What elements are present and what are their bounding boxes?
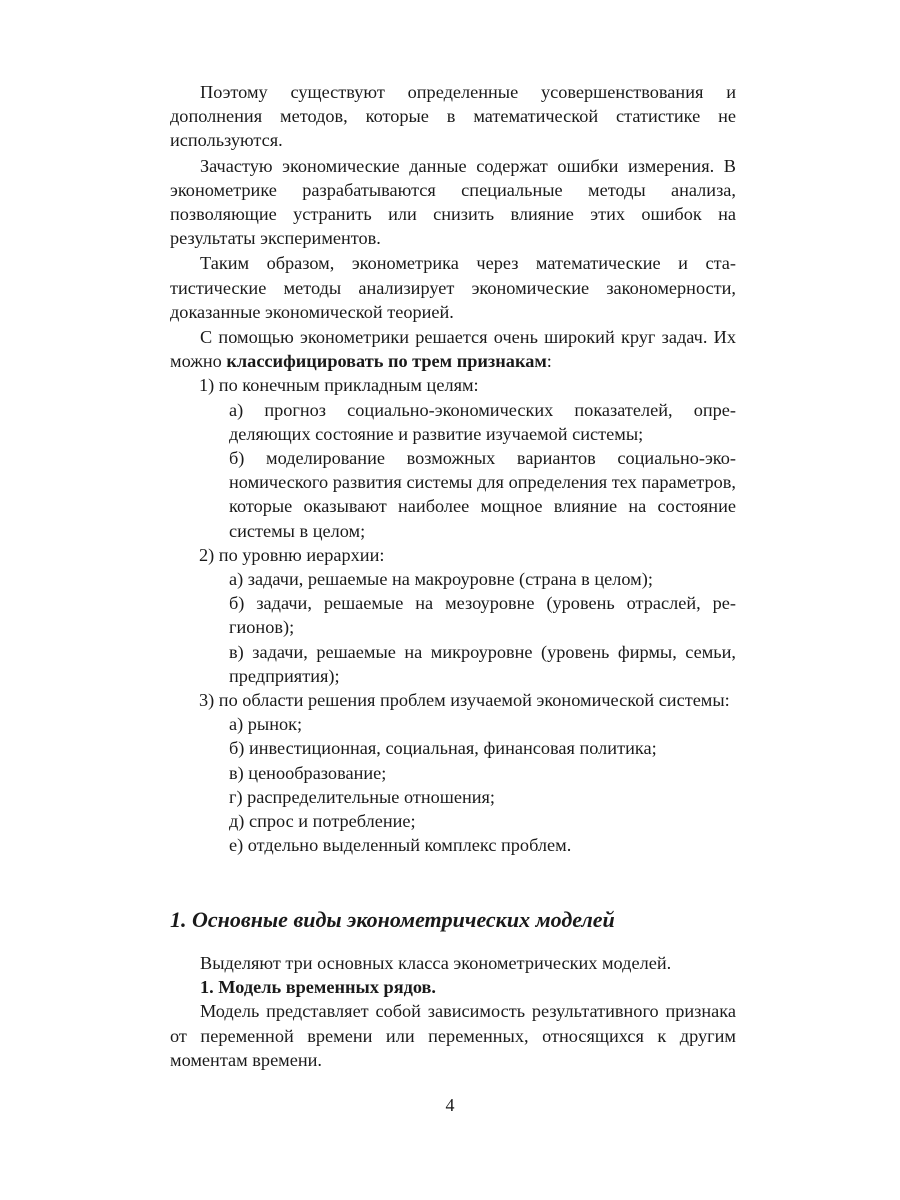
classification-paragraph bbox=[170, 325, 736, 373]
list-item: г) распределительные отношения; bbox=[229, 786, 496, 807]
classification-tail: : bbox=[546, 351, 552, 372]
paragraph: Таким образом, эконометрика через математические и статистические методы анализирует экономические закономерности, доказанные экономической теорией. bbox=[170, 253, 736, 322]
list-item: а) задачи, решаемые на макроуровне (страна в целом); bbox=[229, 569, 653, 590]
page-number: 4 bbox=[445, 1095, 455, 1115]
section-subheading-text: 1. Модель временных рядов. bbox=[200, 977, 436, 998]
list-item: в) ценообразование; bbox=[229, 762, 387, 783]
list-item: б) инвестиционная, социальная, финансовая политика; bbox=[229, 738, 657, 759]
classification-emphasis: классифицировать по трем признакам bbox=[226, 351, 547, 372]
list-item: е) отдельно выделенный комплекс проблем. bbox=[229, 835, 572, 856]
list-item: а) рынок; bbox=[229, 714, 303, 735]
list-item: б) моделирование возможных вариантов социально-экономического развития системы для определения тех параметров, которые оказывают наиболее мощное влияние на состояние системы в целом; bbox=[229, 448, 736, 541]
list-group-label: 3) по области решения проблем изучаемой экономической системы: bbox=[199, 690, 730, 711]
list-group-label: 2) по уровню иерархии: bbox=[199, 544, 385, 565]
section-heading: 1. Основные виды эконометрических моделей bbox=[170, 907, 615, 932]
classification-intro: С помощью эконометрики решается очень широкий круг задач. Их можно bbox=[170, 327, 736, 372]
section-paragraph: Модель представляет собой зависимость результативного признака от переменной времени или переменных, относящихся к другим моментам времени. bbox=[170, 1001, 736, 1070]
list-item: б) задачи, решаемые на мезоуровне (уровень отраслей, регионов); bbox=[229, 593, 736, 638]
list-item: д) спрос и потребление; bbox=[229, 811, 416, 832]
paragraph: Зачастую экономические данные содержат ошибки измерения. В эконометрике разрабатываются специальные методы анализа, позволяющие устранить или снизить влияние этих ошибок на результаты экспериментов. bbox=[170, 155, 736, 249]
body-text bbox=[170, 80, 736, 858]
list-item: а) прогноз социально-экономических показателей, определяющих состояние и развитие изучаемой системы; bbox=[229, 399, 736, 444]
section-body bbox=[170, 951, 736, 1072]
paragraph: Поэтому существуют определенные усовершенствования и дополнения методов, которые в математической статистике не используются. bbox=[170, 82, 736, 151]
section-intro: Выделяют три основных класса эконометрических моделей. bbox=[200, 953, 672, 973]
list-item: в) задачи, решаемые на микроуровне (уровень фирмы, семьи, предприятия); bbox=[229, 641, 736, 686]
section-subheading bbox=[170, 975, 736, 999]
list-group-label: 1) по конечным прикладным целям: bbox=[199, 375, 479, 396]
